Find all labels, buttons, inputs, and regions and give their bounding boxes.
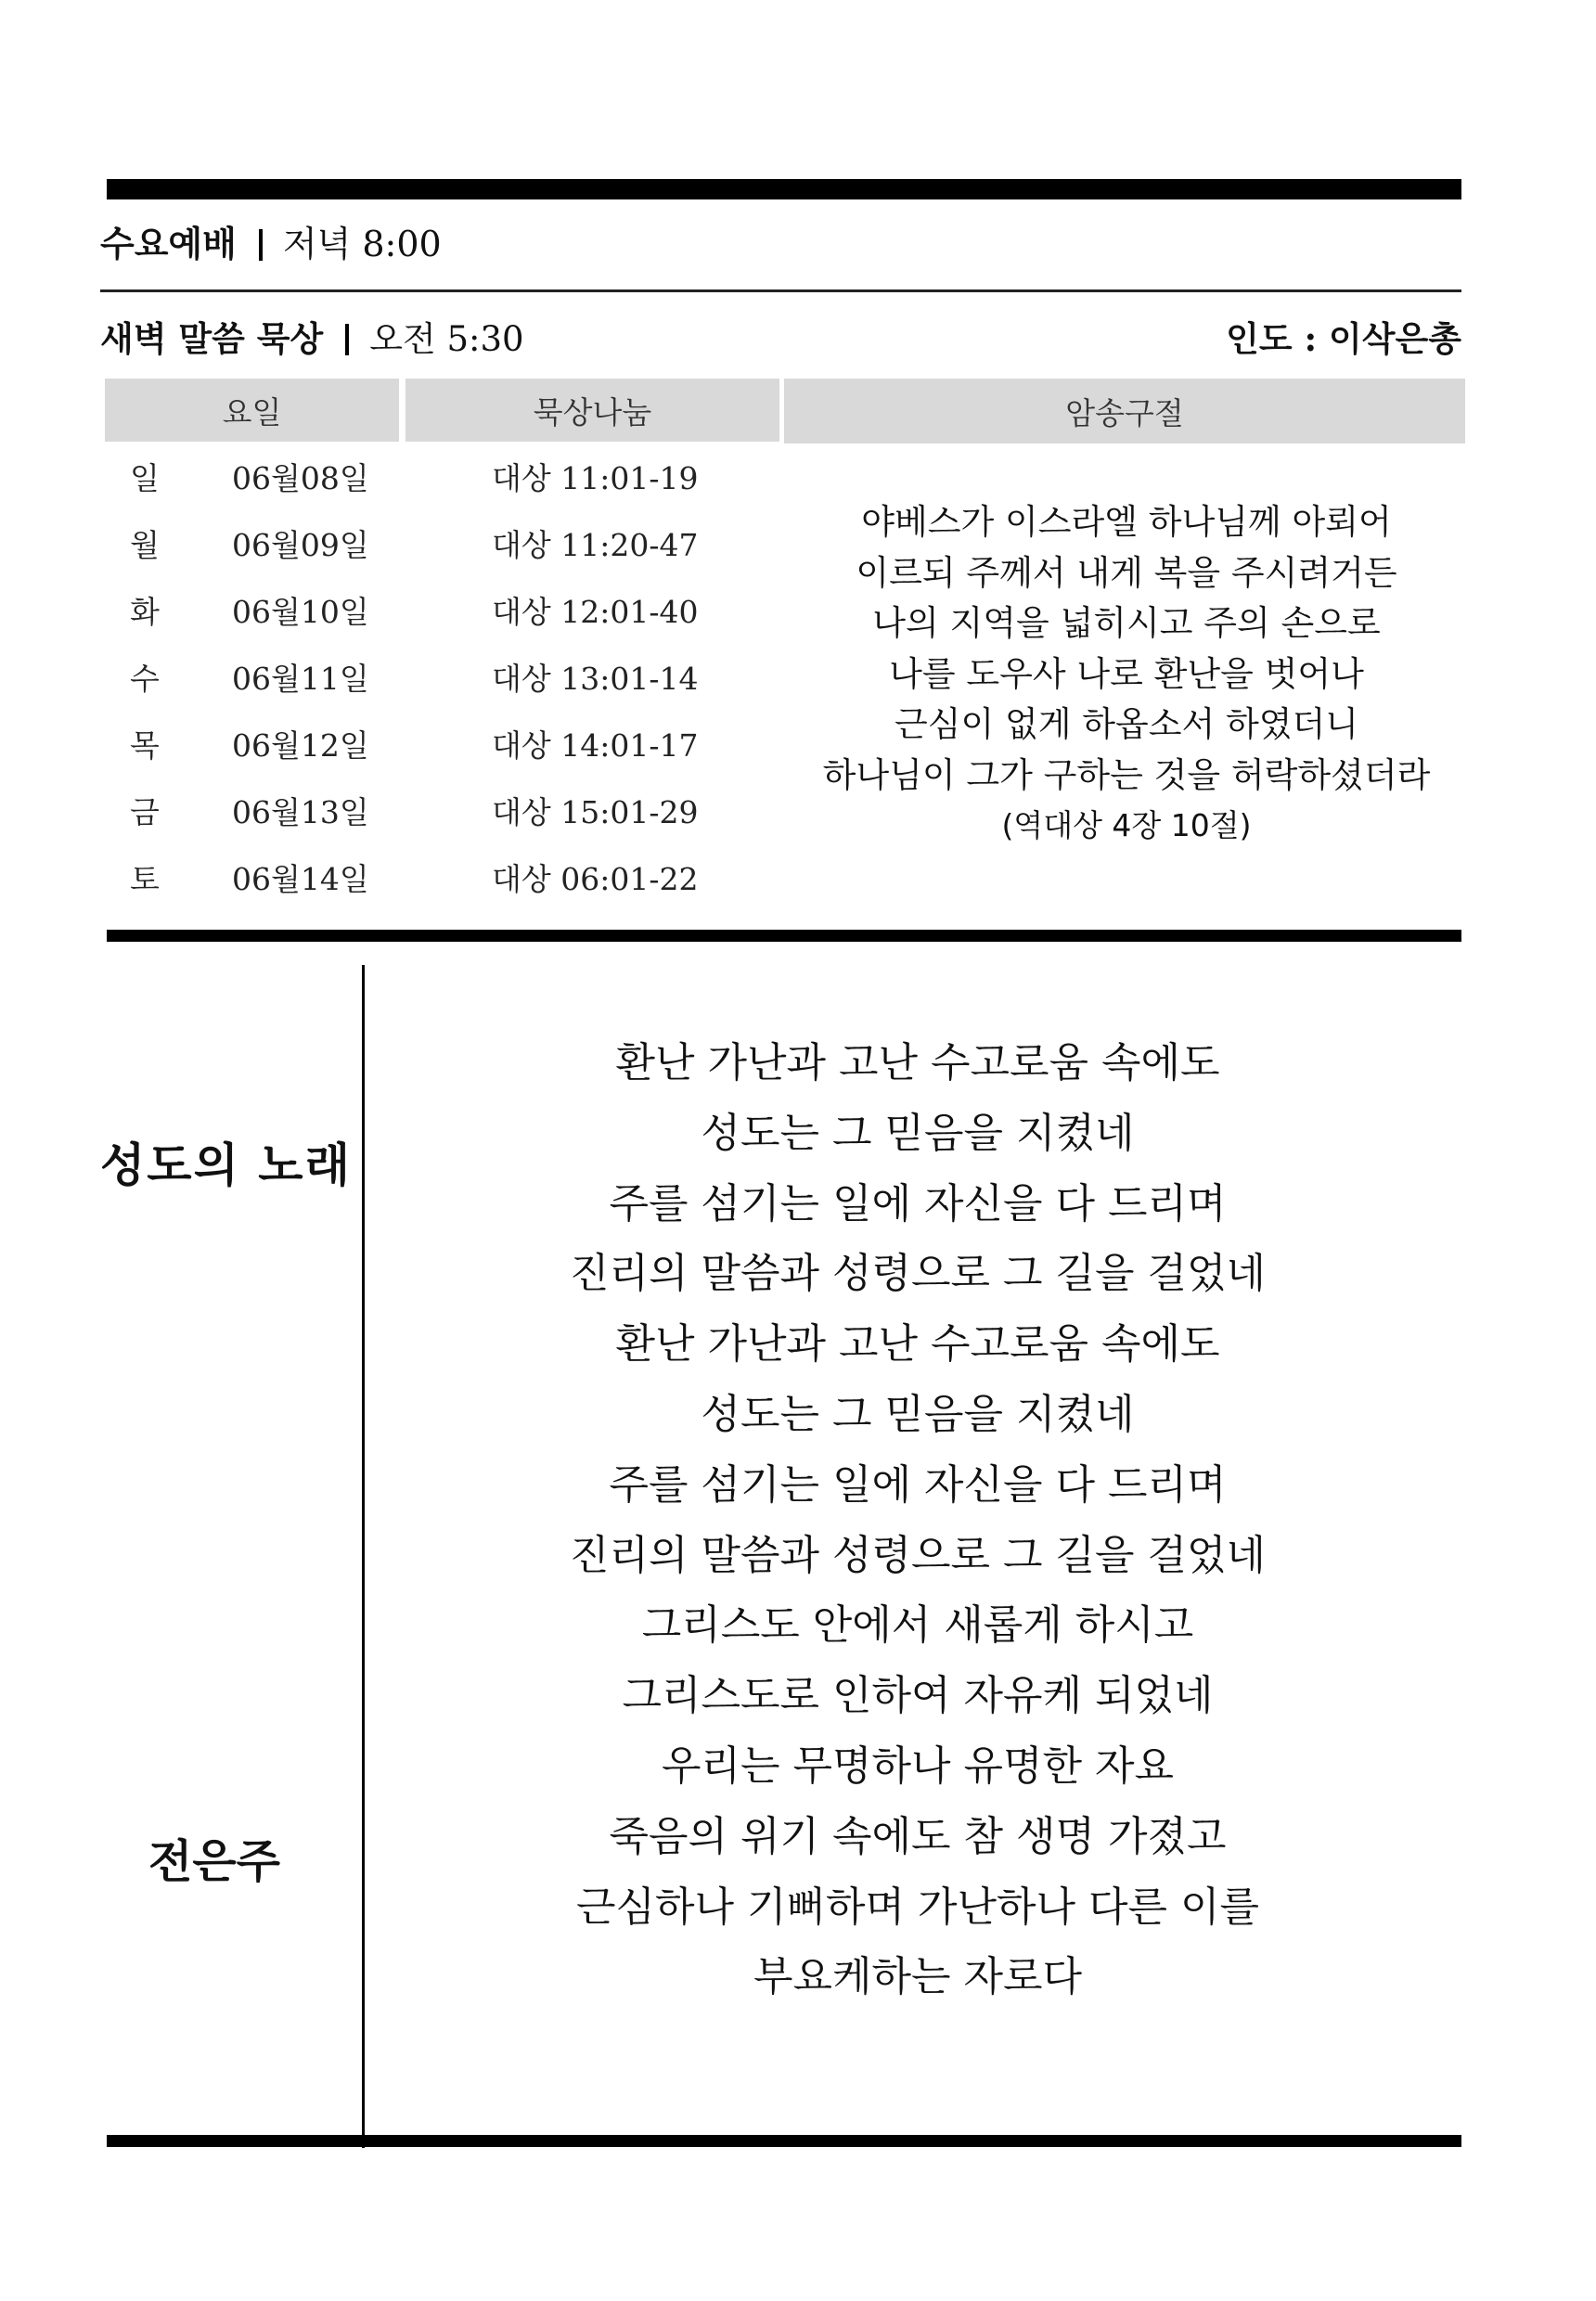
- lyric-line: 환난 가난과 고난 수고로움 속에도: [615, 1039, 1220, 1086]
- top-rule: [107, 179, 1461, 199]
- verse-line: 나를 도우사 나로 환난을 벗어나: [889, 653, 1364, 694]
- lyric-line: 주를 섬기는 일에 자신을 다 드리며: [609, 1179, 1227, 1228]
- middle-rule: [107, 930, 1461, 942]
- lyric-line: 진리의 말씀과 성령으로 그 길을 걸었네: [570, 1531, 1266, 1579]
- reading-cell: 대상 15:01-29: [492, 794, 699, 830]
- date-cell: 06월12일: [232, 727, 369, 764]
- reading-cell: 대상 06:01-22: [492, 861, 699, 897]
- header-verse: 암송구절: [784, 379, 1465, 443]
- lyric-line: 부요케하는 자로다: [753, 1953, 1083, 2001]
- leader: 인도 : 이삭은총: [1226, 318, 1461, 359]
- verse-reference: (역대상 4장 10절): [1001, 807, 1252, 843]
- dawn-label: 새벽 말씀 묵상: [100, 318, 324, 359]
- wednesday-label: 수요예배: [100, 223, 237, 264]
- day-cell: 금: [130, 794, 160, 830]
- header-day: 요일: [105, 379, 399, 442]
- dawn-devotion: [100, 315, 524, 363]
- divider-bar: [259, 229, 263, 261]
- lyric-line: 주를 섬기는 일에 자신을 다 드리며: [609, 1460, 1227, 1509]
- date-cell: 06월10일: [232, 594, 369, 630]
- verse-line: 나의 지역을 넓히시고 주의 손으로: [872, 603, 1381, 643]
- day-cell: 일: [130, 460, 160, 496]
- verse-line: 이르되 주께서 내게 복을 주시려거든: [856, 552, 1397, 593]
- date-cell: 06월08일: [232, 460, 369, 496]
- memory-verse: [782, 497, 1471, 852]
- lyric-line: 성도는 그 믿음을 지켰네: [701, 1390, 1135, 1438]
- divider-bar: [345, 324, 349, 355]
- dawn-time: 오전 5:30: [369, 319, 524, 359]
- lyric-line: 죽음의 위기 속에도 참 생명 가졌고: [609, 1812, 1227, 1860]
- song-singer: 전은주: [148, 1834, 281, 1888]
- lyric-line: 그리스도 안에서 새롭게 하시고: [641, 1601, 1194, 1650]
- verse-line: 근심이 없게 하옵소서 하였더니: [895, 704, 1358, 744]
- header-reading: 묵상나눔: [405, 379, 779, 442]
- day-cell: 토: [130, 861, 160, 897]
- lyric-line: 환난 가난과 고난 수고로움 속에도: [615, 1320, 1220, 1369]
- date-cell: 06월09일: [232, 527, 369, 563]
- lyric-line: 진리의 말씀과 성령으로 그 길을 걸었네: [570, 1250, 1266, 1298]
- reading-cell: 대상 12:01-40: [492, 594, 699, 630]
- verse-line: 야베스가 이스라엘 하나님께 아뢰어: [861, 502, 1392, 542]
- lyric-line: 근심하나 기뻐하며 가난하나 다른 이를: [575, 1883, 1259, 1931]
- wednesday-time: 저녁 8:00: [282, 224, 442, 264]
- verse-line: 하나님이 그가 구하는 것을 허락하셨더라: [822, 754, 1431, 795]
- song-title: 성도의 노래: [100, 1138, 352, 1192]
- reading-cell: 대상 11:01-19: [492, 460, 699, 496]
- date-cell: 06월11일: [232, 661, 369, 697]
- day-cell: 월: [130, 527, 160, 563]
- date-cell: 06월14일: [232, 861, 369, 897]
- divider-line: [100, 289, 1461, 292]
- bottom-rule: [107, 2135, 1461, 2147]
- date-cell: 06월13일: [232, 794, 369, 830]
- song-lyrics: [365, 1028, 1471, 2012]
- lyric-line: 우리는 무명하나 유명한 자요: [661, 1742, 1174, 1790]
- lyric-line: 성도는 그 믿음을 지켰네: [701, 1109, 1135, 1157]
- reading-cell: 대상 11:20-47: [492, 527, 699, 563]
- day-cell: 목: [130, 727, 160, 764]
- reading-cell: 대상 14:01-17: [492, 727, 699, 764]
- day-cell: 화: [130, 594, 160, 630]
- day-cell: 수: [130, 661, 160, 697]
- wednesday-service: [100, 221, 442, 267]
- lyric-line: 그리스도로 인하여 자유케 되었네: [622, 1672, 1214, 1720]
- reading-cell: 대상 13:01-14: [492, 661, 699, 697]
- table-row: [0, 846, 1596, 913]
